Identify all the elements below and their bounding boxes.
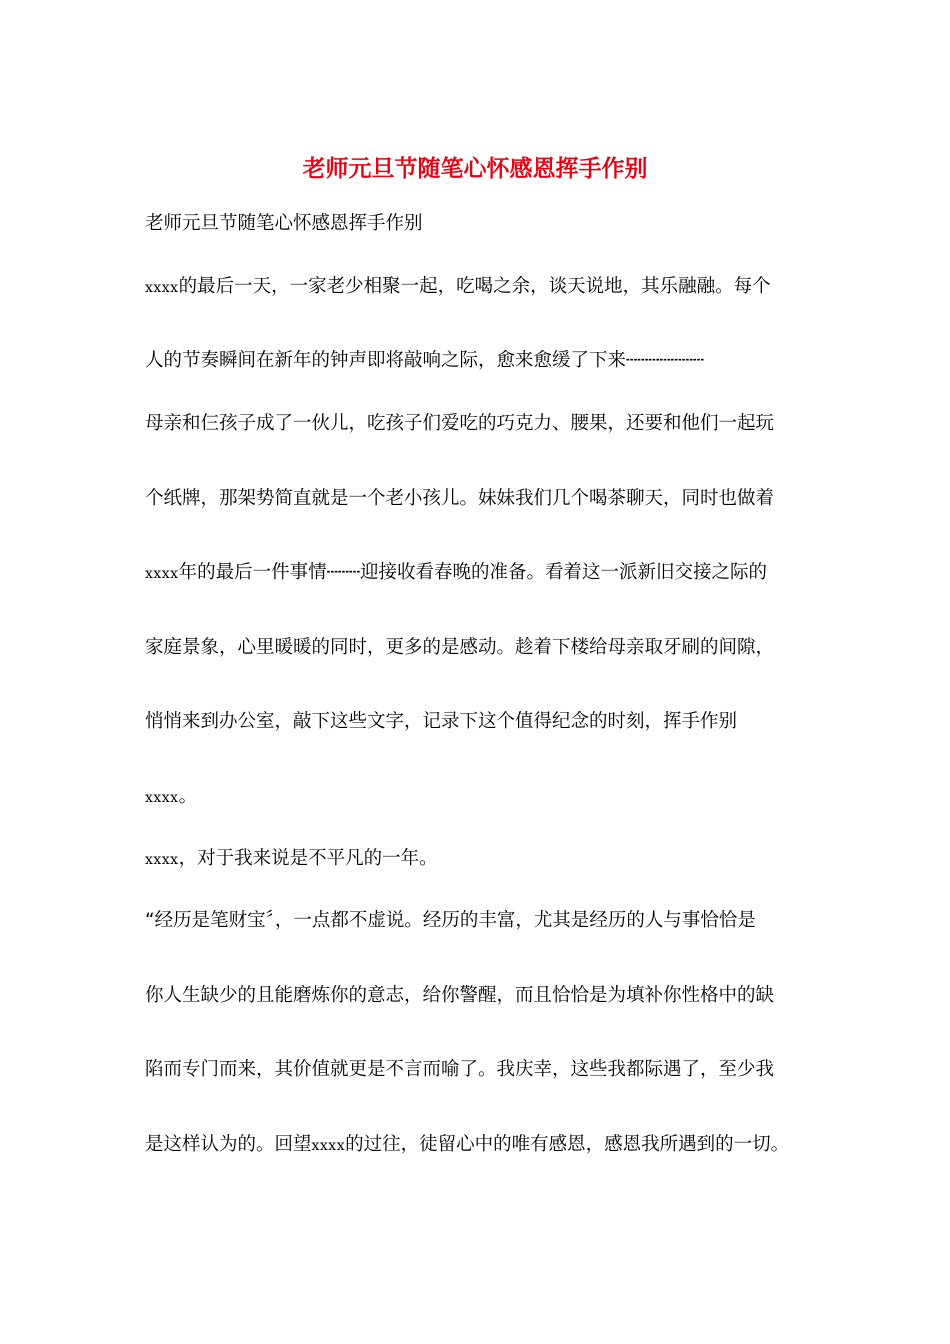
paragraph-line bbox=[145, 1132, 789, 1159]
paragraph-line: 人的节奏瞬间在新年的钟声即将敲响之际，愈来愈缓了下来┄┄┄┄┄┄┄ bbox=[145, 350, 704, 371]
line-text: ，对于我来说是不平凡的一年。 bbox=[178, 848, 438, 869]
document-title: 老师元旦节随笔心怀感恩挥手作别 bbox=[302, 155, 648, 182]
placeholder-year: xxxx bbox=[145, 280, 179, 296]
document-subtitle: 老师元旦节随笔心怀感恩挥手作别 bbox=[145, 213, 423, 234]
paragraph-line: 悄悄来到办公室，敲下这些文字，记录下这个值得纪念的时刻，挥手作别 bbox=[145, 711, 738, 732]
placeholder-year: xxxx bbox=[145, 566, 179, 582]
paragraph-line: 家庭景象，心里暖暖的同时，更多的是感动。趁着下楼给母亲取牙刷的间隙， bbox=[145, 637, 775, 658]
paragraph-line bbox=[145, 784, 197, 811]
line-text: 。 bbox=[178, 786, 198, 807]
line-text: 年的最后一件事情┄┄┄迎接收看春晚的准备。看着这一派新旧交接之际的 bbox=[178, 562, 768, 583]
paragraph-line bbox=[145, 274, 771, 301]
paragraph-line bbox=[145, 560, 767, 587]
paragraph-line: “经历是笔财宝〞，一点都不虚说。经历的丰富，尤其是经历的人与事恰恰是 bbox=[145, 910, 756, 931]
paragraph-line: 母亲和仨孩子成了一伙儿，吃孩子们爱吃的巧克力、腰果，还要和他们一起玩 bbox=[145, 413, 775, 434]
placeholder-year: xxxx bbox=[311, 1138, 346, 1154]
paragraph-line bbox=[145, 846, 438, 873]
placeholder-year: xxxx bbox=[145, 852, 179, 868]
line-text: 的最后一天，一家老少相聚一起，吃喝之余，谈天说地，其乐融融。每个 bbox=[178, 276, 771, 297]
paragraph-line: 陷而专门而来，其价值就更是不言而喻了。我庆幸，这些我都际遇了，至少我 bbox=[145, 1059, 775, 1080]
paragraph-line: 个纸牌，那架势简直就是一个老小孩儿。妹妹我们几个喝茶聊天，同时也做着 bbox=[145, 488, 775, 509]
placeholder-year: xxxx bbox=[145, 790, 179, 806]
line-text: 的过往，徒留心中的唯有感恩，感恩我所遇到的一切。 bbox=[345, 1134, 790, 1155]
line-text: 是这样认为的。回望 bbox=[145, 1134, 312, 1155]
paragraph-line: 你人生缺少的且能磨炼你的意志，给你警醒，而且恰恰是为填补你性格中的缺 bbox=[145, 985, 775, 1006]
